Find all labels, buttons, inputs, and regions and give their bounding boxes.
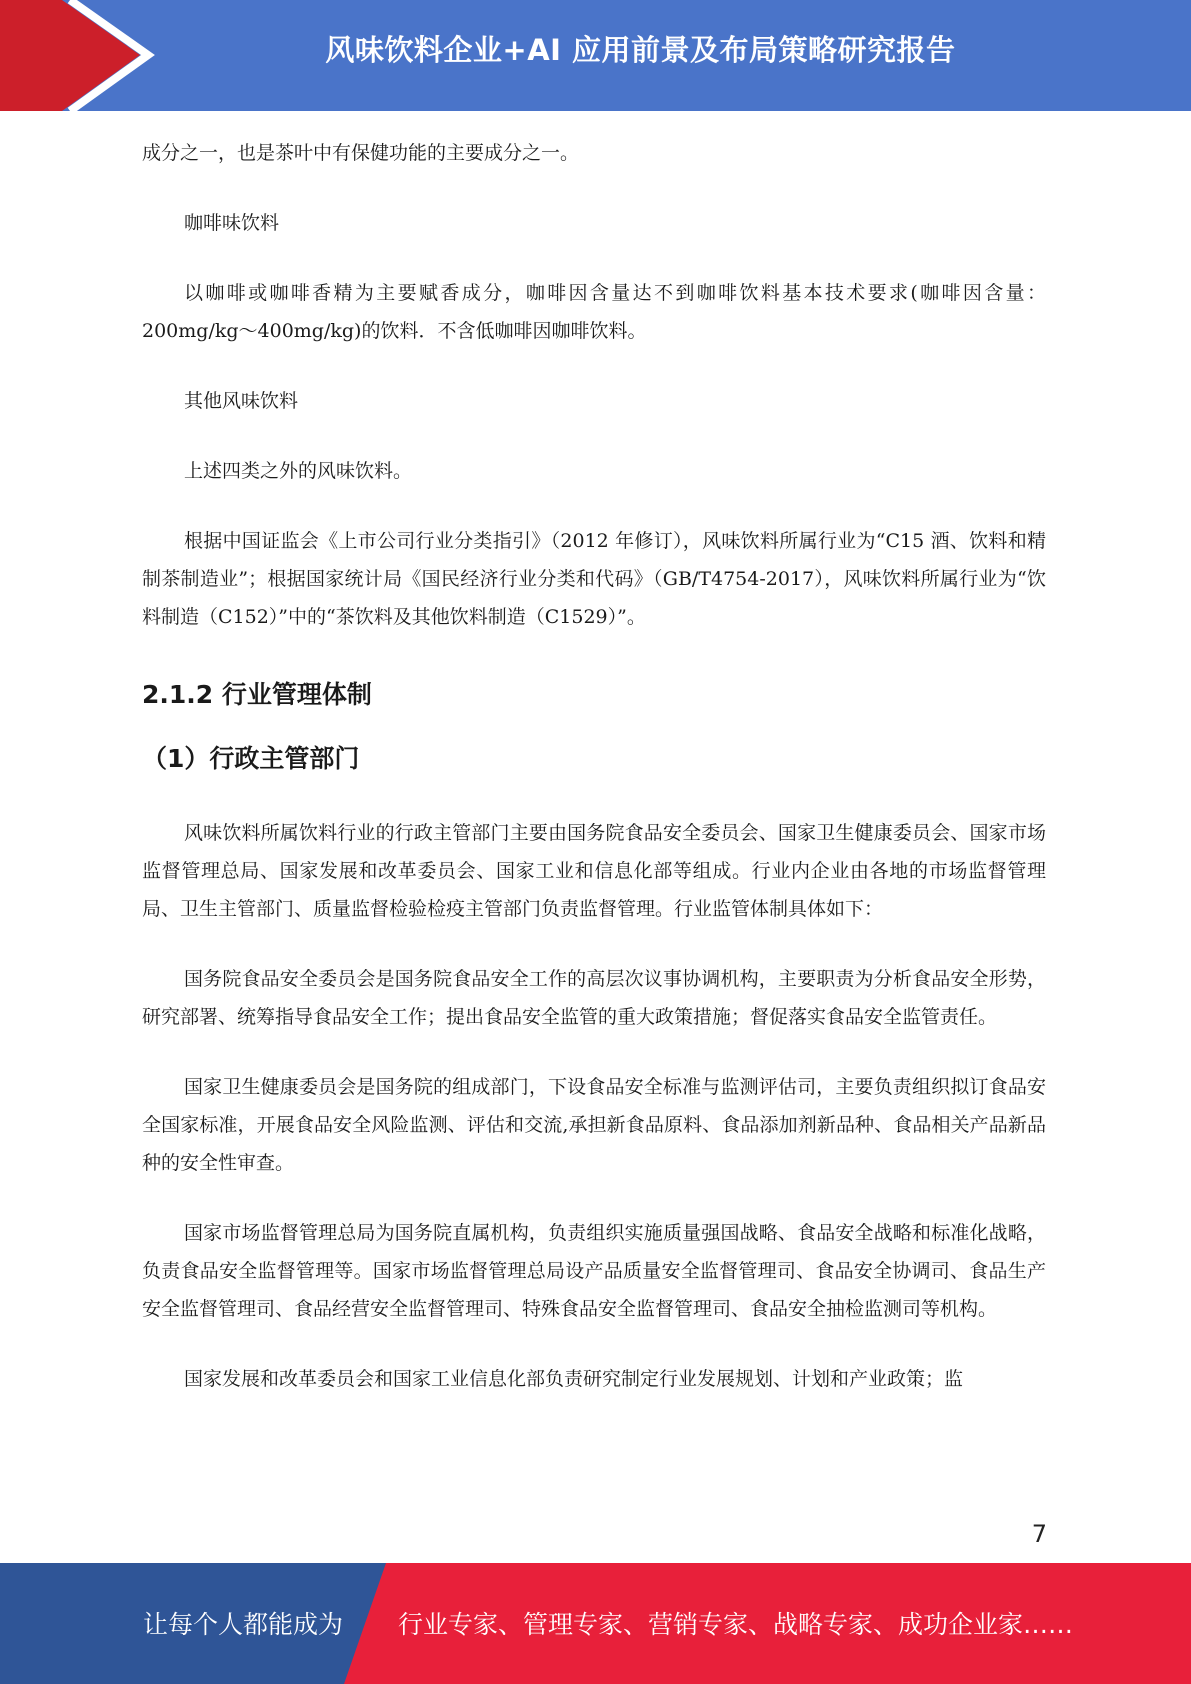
page-header xyxy=(0,0,1191,111)
paragraph-market-regulation: 国家市场监督管理总局为国务院直属机构，负责组织实施质量强国战略、食品安全战略和标准化战略，负责食品安全监督管理等。国家市场监督管理总局设产品质量安全监督管理司、食品安全协调司、食品生产安全监督管理司、食品经营安全监督管理司、特殊食品安全监督管理司、食品安全抽检监测司等机构。 xyxy=(142,1222,1046,1320)
category-coffee-flavor: 咖啡味饮料 xyxy=(184,212,280,234)
report-title: 风味饮料企业+AI 应用前景及布局策略研究报告 xyxy=(325,33,956,67)
paragraph-authorities: 风味饮料所属饮料行业的行政主管部门主要由国务院食品安全委员会、国家卫生健康委员会、国家市场监督管理总局、国家发展和改革委员会、国家工业和信息化部等组成。行业内企业由各地的市场监督管理局、卫生主管部门、质量监督检验检疫主管部门负责监督管理。行业监管体制具体如下： xyxy=(142,822,1046,920)
paragraph-coffee-definition: 以咖啡或咖啡香精为主要赋香成分，咖啡因含量达不到咖啡饮料基本技术要求(咖啡因含量：200mg/kg～400mg/kg)的饮料．不含低咖啡因咖啡饮料。 xyxy=(142,282,1046,342)
document-body xyxy=(142,134,1046,1430)
footer-slogan-right: 行业专家、管理专家、营销专家、战略专家、成功企业家…… xyxy=(398,1610,1074,1639)
paragraph-industry-classification: 根据中国证监会《上市公司行业分类指引》（2012 年修订），风味饮料所属行业为“C15 酒、饮料和精制茶制造业”；根据国家统计局《国民经济行业分类和代码》（GB/T4754-2017），风味饮料所属行业为“饮料制造（C152）”中的“茶饮料及其他饮料制造（C1529）”。 xyxy=(142,530,1046,628)
page-number: 7 xyxy=(1031,1520,1047,1548)
footer-slogan-left: 让每个人都能成为 xyxy=(143,1610,344,1639)
paragraph-health-commission: 国家卫生健康委员会是国务院的组成部门，下设食品安全标准与监测评估司，主要负责组织拟订食品安全国家标准，开展食品安全风险监测、评估和交流,承担新食品原料、食品添加剂新品种、食品相关产品新品种的安全性审查。 xyxy=(142,1076,1046,1174)
paragraph-continuation: 成分之一，也是茶叶中有保健功能的主要成分之一。 xyxy=(142,142,580,164)
section-heading: 2.1.2 行业管理体制 xyxy=(142,680,372,709)
paragraph-other-definition: 上述四类之外的风味饮料。 xyxy=(184,460,413,482)
page-footer xyxy=(0,1563,1191,1684)
paragraph-development-reform: 国家发展和改革委员会和国家工业信息化部负责研究制定行业发展规划、计划和产业政策；监 xyxy=(184,1368,964,1390)
subsection-heading: （1）行政主管部门 xyxy=(142,744,360,773)
paragraph-food-safety-committee: 国务院食品安全委员会是国务院食品安全工作的高层次议事协调机构，主要职责为分析食品安全形势，研究部署、统筹指导食品安全工作；提出食品安全监管的重大政策措施；督促落实食品安全监管责任。 xyxy=(142,968,1046,1028)
header-arrow-icon xyxy=(0,0,160,111)
category-other-flavor: 其他风味饮料 xyxy=(184,390,299,412)
